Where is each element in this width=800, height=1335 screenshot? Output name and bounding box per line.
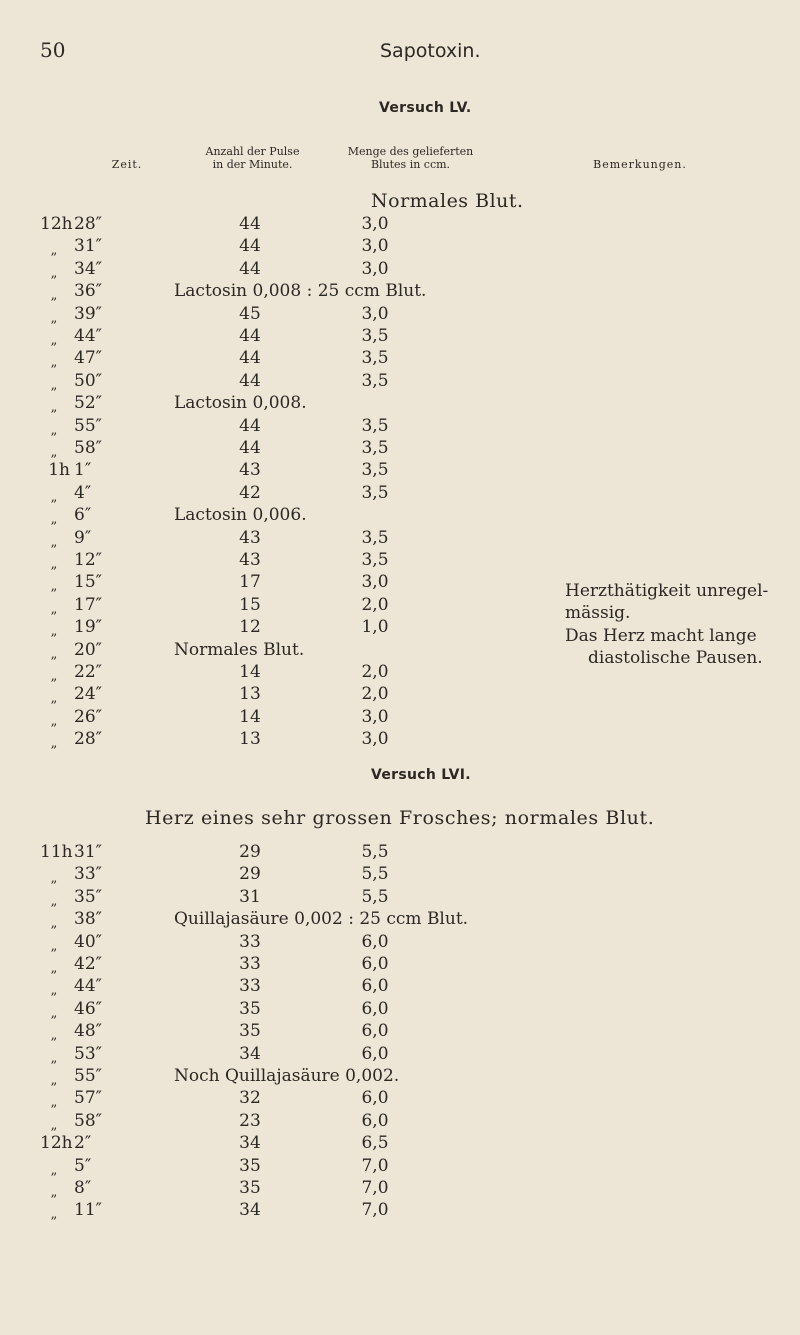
pulse-cell: 12: [239, 617, 261, 638]
time-cell: 50″: [74, 370, 102, 391]
ditto-mark: „: [50, 961, 58, 976]
time-cell: 53″: [74, 1043, 102, 1064]
time-cell: 35″: [74, 886, 102, 907]
ditto-mark: „: [50, 1162, 58, 1178]
ditto-mark: „: [50, 983, 58, 999]
ditto-mark: „: [50, 713, 58, 729]
time-cell: 6″: [74, 505, 92, 526]
time-cell: 31″: [74, 236, 102, 257]
remark-line: diastolische Pausen.: [588, 648, 763, 669]
ditto-mark: „: [50, 377, 58, 393]
ditto-mark: „: [50, 1185, 58, 1200]
pulse-cell: 35: [239, 1178, 261, 1198]
ditto-mark: „: [50, 355, 58, 371]
time-cell: 55″: [74, 1066, 102, 1086]
remark-line: Das Herz macht lange: [565, 625, 757, 646]
header-pulse: Anzahl der Pulse in der Minute.: [205, 145, 300, 171]
remark-line: mässig.: [565, 603, 631, 624]
pulse-cell: 29: [239, 864, 261, 885]
treatment-note: Lactosin 0,008.: [174, 393, 307, 414]
time-cell: 31″: [74, 842, 102, 862]
ditto-mark: „: [50, 288, 58, 304]
pulse-cell: 44: [239, 348, 261, 369]
blood-cell: 2,0: [361, 594, 389, 615]
pulse-cell: 32: [239, 1088, 261, 1109]
time-cell: 28″: [74, 214, 102, 234]
blood-cell: 7,0: [361, 1155, 389, 1176]
time-cell: 19″: [74, 617, 102, 638]
header-blood: Menge des gelieferten Blutes in ccm.: [347, 145, 474, 171]
ditto-mark: „: [50, 1050, 58, 1066]
blood-cell: 3,5: [361, 438, 389, 458]
pulse-cell: 33: [239, 954, 261, 974]
time-cell: 5″: [74, 1155, 92, 1176]
remarks-block: [565, 580, 800, 670]
ditto-mark: „: [50, 736, 58, 752]
time-cell: 22″: [74, 662, 102, 682]
ditto-mark: „: [50, 445, 58, 460]
ditto-mark: „: [50, 1117, 58, 1133]
blood-cell: 3,5: [361, 482, 389, 503]
blood-cell: 3,0: [361, 236, 389, 257]
pulse-cell: 13: [239, 729, 261, 750]
ditto-mark: „: [50, 579, 58, 595]
treatment-note: Quillajasäure 0,002 : 25 ccm Blut.: [174, 909, 469, 930]
pulse-cell: 34: [239, 1043, 261, 1064]
pulse-cell: 14: [239, 662, 261, 682]
blood-cell: 6,0: [361, 1110, 389, 1131]
pulse-cell: 23: [239, 1110, 261, 1131]
ditto-mark: „: [50, 310, 58, 326]
page-number: 50: [40, 38, 66, 62]
blood-cell: 3,0: [361, 258, 389, 279]
pulse-cell: 33: [239, 976, 261, 997]
blood-cell: 3,0: [361, 706, 389, 727]
ditto-mark: „: [50, 400, 58, 416]
hour-cell: 12h: [40, 214, 73, 234]
pulse-cell: 35: [239, 1021, 261, 1042]
time-cell: 15″: [74, 572, 102, 593]
pulse-cell: 43: [239, 550, 261, 570]
blood-cell: 3,5: [361, 460, 389, 481]
remark-line: Herzthätigkeit unregel-: [565, 581, 769, 601]
ditto-mark: „: [50, 916, 58, 932]
hour-cell: 1h: [48, 460, 70, 481]
blood-cell: 3,0: [361, 214, 389, 234]
experiment-55-title: Versuch LV.: [379, 100, 472, 116]
blood-cell: 1,0: [361, 617, 389, 638]
time-cell: 44″: [74, 326, 102, 346]
pulse-cell: 13: [239, 684, 261, 705]
experiment-55-subheading: Normales Blut.: [371, 190, 524, 212]
time-cell: 1″: [74, 460, 92, 481]
blood-cell: 3,5: [361, 348, 389, 369]
header-remarks: Bemerkungen.: [593, 158, 687, 171]
ditto-mark: „: [50, 601, 58, 617]
time-cell: 20″: [74, 639, 102, 660]
experiment-56-subheading: Herz eines sehr grossen Frosches; normales Blut.: [145, 807, 655, 829]
pulse-cell: 43: [239, 527, 261, 548]
blood-cell: 3,5: [361, 326, 389, 346]
blood-cell: 3,0: [361, 572, 389, 593]
pulse-cell: 44: [239, 258, 261, 279]
time-cell: 4″: [74, 482, 92, 503]
running-head: Sapotoxin.: [380, 40, 481, 62]
ditto-mark: „: [50, 669, 58, 684]
time-cell: 36″: [74, 281, 102, 302]
time-cell: 52″: [74, 393, 102, 414]
blood-cell: 6,0: [361, 998, 389, 1019]
pulse-cell: 17: [239, 572, 261, 593]
blood-cell: 6,0: [361, 1043, 389, 1064]
blood-cell: 6,0: [361, 1088, 389, 1109]
pulse-cell: 44: [239, 214, 261, 234]
time-cell: 11″: [74, 1200, 102, 1221]
ditto-mark: „: [50, 333, 58, 348]
time-cell: 2″: [74, 1133, 92, 1154]
treatment-note: Noch Quillajasäure 0,002.: [174, 1066, 400, 1086]
time-cell: 46″: [74, 998, 102, 1019]
pulse-cell: 44: [239, 236, 261, 257]
pulse-cell: 44: [239, 326, 261, 346]
time-cell: 44″: [74, 976, 102, 997]
blood-cell: 3,5: [361, 370, 389, 391]
ditto-mark: „: [50, 1207, 58, 1223]
pulse-cell: 34: [239, 1200, 261, 1221]
ditto-mark: „: [50, 557, 58, 572]
blood-cell: 6,0: [361, 976, 389, 997]
pulse-cell: 44: [239, 438, 261, 458]
pulse-cell: 44: [239, 415, 261, 436]
blood-cell: 7,0: [361, 1178, 389, 1198]
ditto-mark: „: [50, 534, 58, 550]
ditto-mark: „: [50, 624, 58, 640]
treatment-note: Lactosin 0,008 : 25 ccm Blut.: [174, 281, 427, 302]
pulse-cell: 44: [239, 370, 261, 391]
blood-cell: 2,0: [361, 662, 389, 682]
pulse-cell: 43: [239, 460, 261, 481]
time-cell: 40″: [74, 931, 102, 952]
header-time: Zeit.: [111, 158, 143, 171]
treatment-note: Lactosin 0,006.: [174, 505, 307, 526]
pulse-cell: 45: [239, 303, 261, 324]
treatment-note: Normales Blut.: [174, 639, 305, 660]
ditto-mark: „: [50, 893, 58, 909]
experiment-56-title: Versuch LVI.: [371, 767, 471, 783]
blood-cell: 2,0: [361, 684, 389, 705]
hour-cell: 11h: [40, 842, 73, 862]
time-cell: 38″: [74, 909, 102, 930]
blood-cell: 6,0: [361, 1021, 389, 1042]
hour-cell: 12h: [40, 1133, 73, 1154]
pulse-cell: 31: [239, 886, 261, 907]
time-cell: 39″: [74, 303, 102, 324]
time-cell: 24″: [74, 684, 102, 705]
ditto-mark: „: [50, 1095, 58, 1111]
ditto-mark: „: [50, 1028, 58, 1044]
pulse-cell: 35: [239, 1155, 261, 1176]
blood-cell: 3,0: [361, 303, 389, 324]
time-cell: 9″: [74, 527, 92, 548]
blood-cell: 3,5: [361, 527, 389, 548]
time-cell: 55″: [74, 415, 102, 436]
pulse-cell: 34: [239, 1133, 261, 1154]
time-cell: 48″: [74, 1021, 102, 1042]
time-cell: 42″: [74, 954, 102, 974]
blood-cell: 7,0: [361, 1200, 389, 1221]
ditto-mark: „: [50, 243, 58, 259]
time-cell: 33″: [74, 864, 102, 885]
time-cell: 47″: [74, 348, 102, 369]
ditto-mark: „: [50, 422, 58, 438]
blood-cell: 3,0: [361, 729, 389, 750]
blood-cell: 6,5: [361, 1133, 389, 1154]
ditto-mark: „: [50, 871, 58, 887]
ditto-mark: „: [50, 1005, 58, 1021]
blood-cell: 3,5: [361, 415, 389, 436]
blood-cell: 6,0: [361, 931, 389, 952]
ditto-mark: „: [50, 489, 58, 505]
ditto-mark: „: [50, 691, 58, 707]
pulse-cell: 14: [239, 706, 261, 727]
blood-cell: 6,0: [361, 954, 389, 974]
pulse-cell: 15: [239, 594, 261, 615]
ditto-mark: „: [50, 265, 58, 281]
time-cell: 58″: [74, 438, 102, 458]
blood-cell: 5,5: [361, 864, 389, 885]
ditto-mark: „: [50, 512, 58, 528]
blood-cell: 5,5: [361, 842, 389, 862]
time-cell: 58″: [74, 1110, 102, 1131]
time-cell: 8″: [74, 1178, 92, 1198]
pulse-cell: 35: [239, 998, 261, 1019]
ditto-mark: „: [50, 646, 58, 662]
time-cell: 26″: [74, 706, 102, 727]
pulse-cell: 42: [239, 482, 261, 503]
blood-cell: 3,5: [361, 550, 389, 570]
ditto-mark: „: [50, 1073, 58, 1088]
pulse-cell: 33: [239, 931, 261, 952]
time-cell: 34″: [74, 258, 102, 279]
ditto-mark: „: [50, 938, 58, 954]
time-cell: 28″: [74, 729, 102, 750]
time-cell: 17″: [74, 594, 102, 615]
pulse-cell: 29: [239, 842, 261, 862]
blood-cell: 5,5: [361, 886, 389, 907]
time-cell: 12″: [74, 550, 102, 570]
time-cell: 57″: [74, 1088, 102, 1109]
